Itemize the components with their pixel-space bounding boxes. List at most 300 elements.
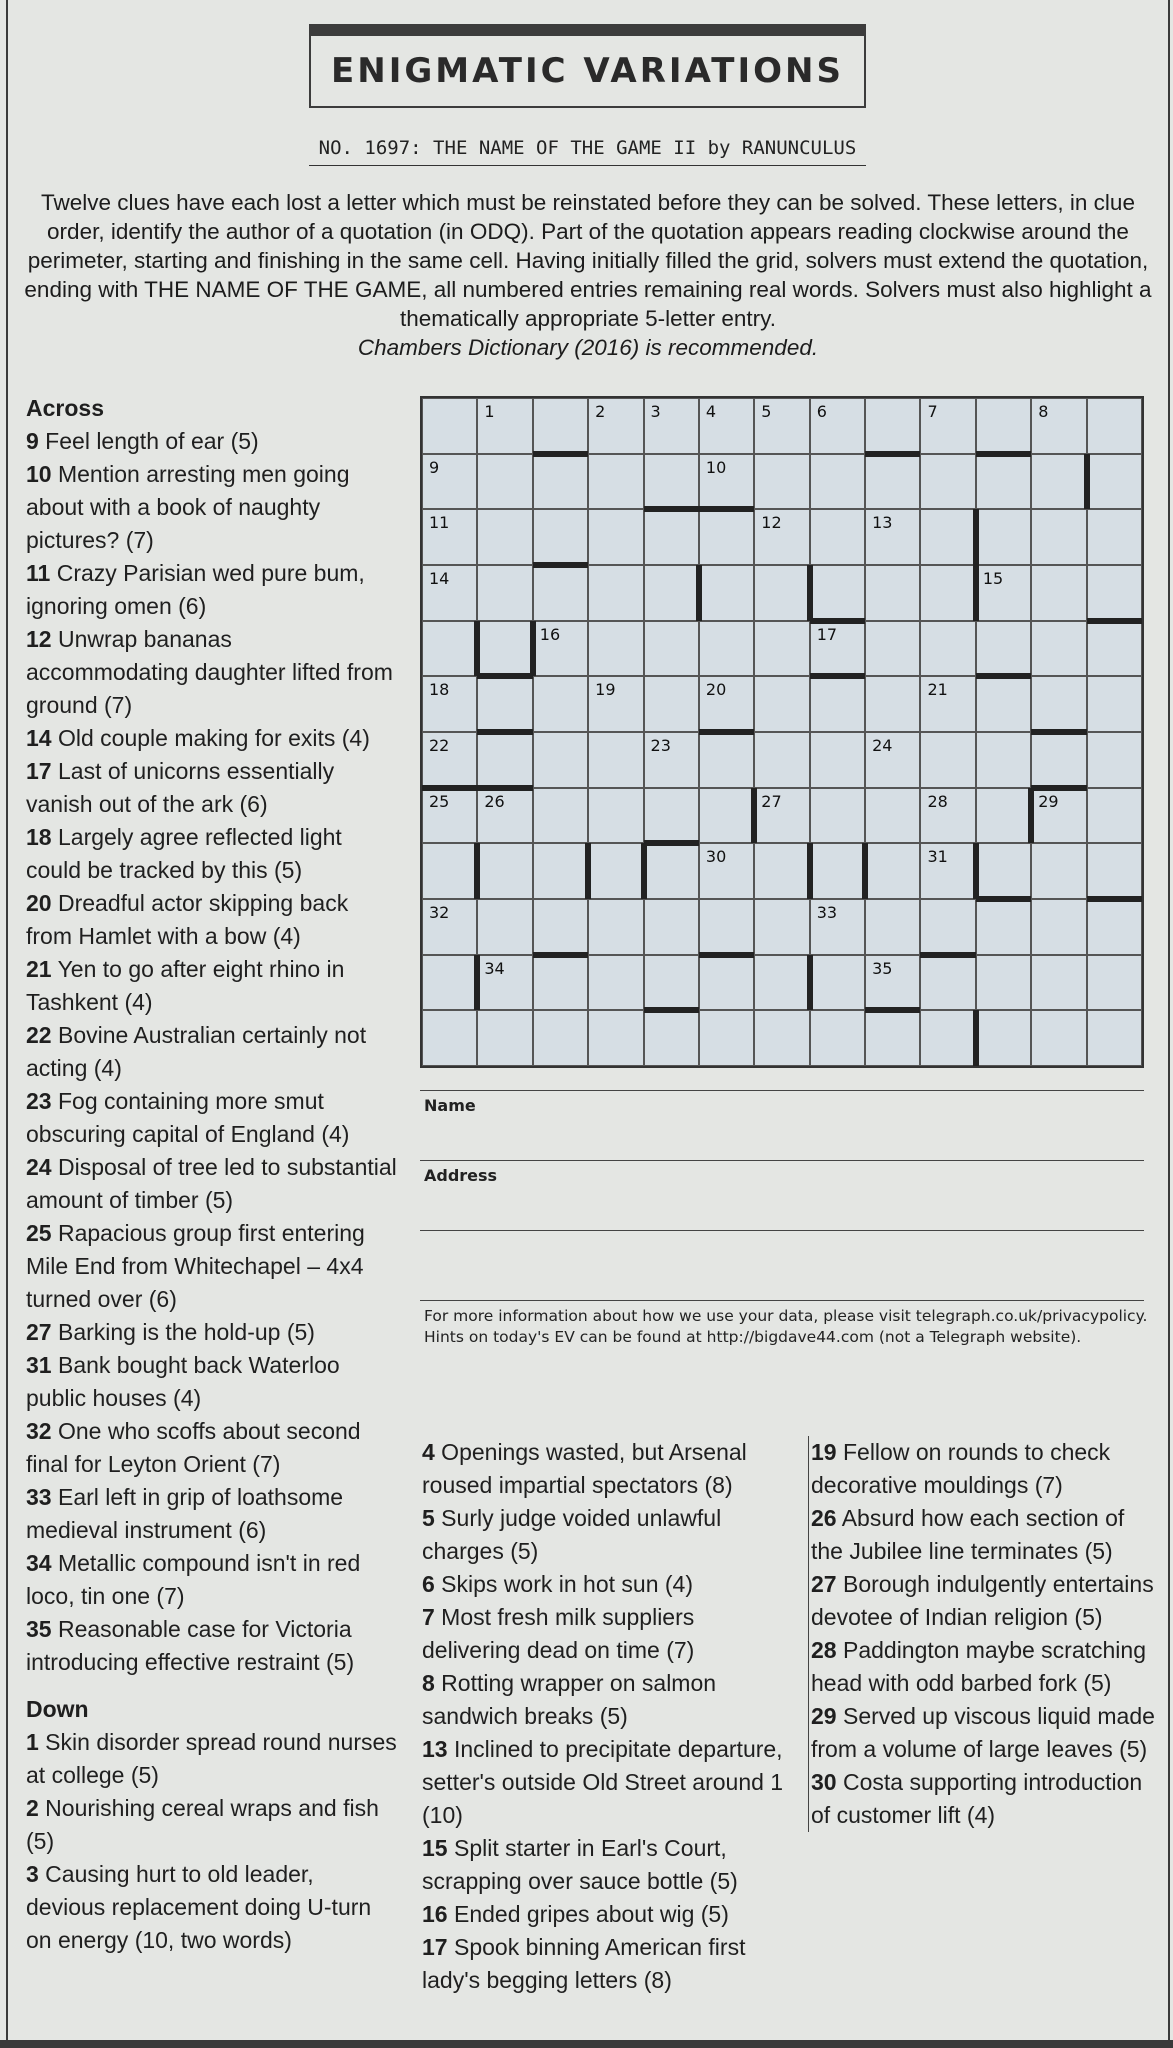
grid-cell[interactable]	[1031, 621, 1086, 677]
grid-cell[interactable]	[588, 955, 643, 1011]
grid-cell[interactable]	[1087, 565, 1142, 621]
clue-down-mid-16	[422, 1898, 784, 1931]
clue-down-mid-5	[422, 1502, 784, 1568]
clue-number: 26	[811, 1505, 837, 1531]
grid-cell[interactable]	[865, 732, 920, 788]
grid-cell[interactable]	[865, 509, 920, 565]
cell-number: 29	[1038, 791, 1059, 811]
clue-number: 23	[26, 1088, 52, 1114]
grid-cell[interactable]	[588, 621, 643, 677]
grid-cell[interactable]	[976, 454, 1031, 510]
title-banner	[309, 24, 866, 110]
grid-bar	[1028, 788, 1034, 844]
grid-cell[interactable]	[644, 621, 699, 677]
grid-cell[interactable]	[477, 565, 532, 621]
grid-cell[interactable]	[644, 955, 699, 1011]
grid-cell[interactable]	[477, 676, 532, 732]
grid-cell[interactable]	[588, 843, 643, 899]
clue-text: One who scoffs about second final for Leyton Orient (7)	[26, 1418, 361, 1477]
grid-cell[interactable]	[533, 621, 588, 677]
grid-bar	[585, 843, 591, 899]
grid-cell[interactable]	[976, 843, 1031, 899]
grid-cell[interactable]	[588, 732, 643, 788]
grid-cell[interactable]	[1087, 509, 1142, 565]
clue-number: 4	[422, 1439, 435, 1465]
dictionary-reference: Chambers Dictionary (2016) is recommended.	[357, 335, 819, 360]
grid-cell[interactable]	[1087, 732, 1142, 788]
grid-cell[interactable]	[588, 398, 643, 454]
clue-text: Bovine Australian certainly not acting (4)	[26, 1022, 367, 1081]
clue-text: Most fresh milk suppliers delivering dead on time (7)	[422, 1604, 695, 1663]
grid-cell[interactable]	[477, 1010, 532, 1066]
clue-number: 17	[422, 1934, 448, 1960]
grid-cell[interactable]	[976, 676, 1031, 732]
grid-cell[interactable]	[920, 843, 975, 899]
grid-cell[interactable]	[588, 509, 643, 565]
grid-cell[interactable]	[1031, 509, 1086, 565]
clue-number: 33	[26, 1484, 52, 1510]
grid-cell[interactable]	[1087, 899, 1142, 955]
bottom-border	[0, 2040, 1173, 2048]
clue-text: Nourishing cereal wraps and fish (5)	[26, 1795, 379, 1854]
grid-cell[interactable]	[422, 1010, 477, 1066]
clue-text: Unwrap bananas accommodating daughter lifted from ground (7)	[26, 626, 393, 718]
clue-text: Costa supporting introduction of customer lift (4)	[811, 1769, 1143, 1828]
grid-cell[interactable]	[477, 621, 532, 677]
name-label: Name	[424, 1096, 476, 1115]
clue-down-right-27	[811, 1568, 1161, 1634]
grid-bar	[1084, 454, 1090, 510]
grid-cell[interactable]	[1087, 1010, 1142, 1066]
grid-cell[interactable]	[1087, 676, 1142, 732]
cell-number: 15	[982, 569, 1004, 588]
grid-cell[interactable]	[699, 621, 754, 677]
grid-cell[interactable]	[1031, 899, 1086, 955]
grid-cell[interactable]	[477, 788, 532, 844]
clue-number: 20	[26, 890, 52, 916]
cell-number: 35	[872, 958, 893, 978]
cell-number: 4	[705, 402, 717, 421]
grid-cell[interactable]	[920, 398, 975, 454]
grid-cell[interactable]	[699, 509, 754, 565]
grid-cell[interactable]	[644, 509, 699, 565]
grid-cell[interactable]	[533, 899, 588, 955]
cell-number: 32	[429, 903, 450, 922]
clue-text: Bank bought back Waterloo public houses (4)	[26, 1352, 340, 1411]
grid-cell[interactable]	[754, 1010, 809, 1066]
grid-cell[interactable]	[865, 621, 920, 677]
grid-cell[interactable]	[644, 565, 699, 621]
info-text	[424, 1306, 1164, 1348]
grid-cell[interactable]	[533, 1010, 588, 1066]
grid-cell[interactable]	[865, 955, 920, 1011]
grid-cell[interactable]	[1031, 732, 1086, 788]
grid-cell[interactable]	[533, 732, 588, 788]
grid-cell[interactable]	[644, 732, 699, 788]
address-input-line-1[interactable]	[420, 1230, 1144, 1231]
grid-cell[interactable]	[588, 565, 643, 621]
grid-cell[interactable]	[699, 565, 754, 621]
clue-across-34	[26, 1547, 398, 1613]
grid-cell[interactable]	[865, 454, 920, 510]
grid-cell[interactable]	[644, 1010, 699, 1066]
grid-bar	[973, 565, 979, 621]
clue-down-right-30	[811, 1766, 1161, 1832]
grid-cell[interactable]	[865, 788, 920, 844]
grid-cell[interactable]	[976, 1010, 1031, 1066]
cell-number: 7	[927, 402, 938, 421]
grid-cell[interactable]	[1031, 454, 1086, 510]
grid-cell[interactable]	[1087, 788, 1142, 844]
grid-cell[interactable]	[920, 621, 975, 677]
clue-down-right-19	[811, 1436, 1161, 1502]
grid-cell[interactable]	[810, 899, 865, 955]
grid-cell[interactable]	[477, 899, 532, 955]
clue-text: Earl left in grip of loathsome medieval instrument (6)	[26, 1484, 344, 1543]
grid-cell[interactable]	[976, 398, 1031, 454]
clue-number: 11	[26, 560, 51, 586]
crossword-grid	[420, 396, 1144, 1068]
grid-cell[interactable]	[699, 398, 754, 454]
clue-number: 8	[422, 1670, 435, 1696]
grid-bar	[699, 506, 754, 512]
cell-number: 12	[761, 513, 782, 533]
clue-number: 7	[422, 1604, 435, 1630]
grid-cell[interactable]	[810, 621, 865, 677]
grid-cell[interactable]	[533, 843, 588, 899]
clue-text: Skin disorder spread round nurses at college (5)	[26, 1729, 397, 1788]
grid-cell[interactable]	[754, 788, 809, 844]
grid-cell[interactable]	[754, 398, 809, 454]
grid-cell[interactable]	[533, 509, 588, 565]
grid-cell[interactable]	[1031, 398, 1086, 454]
grid-bar	[865, 1007, 920, 1013]
clue-across-17	[26, 755, 398, 821]
clue-number: 6	[422, 1571, 435, 1597]
grid-cell[interactable]	[865, 398, 920, 454]
grid-cell[interactable]	[644, 676, 699, 732]
clue-down-mid-6	[422, 1568, 784, 1601]
clue-number: 35	[26, 1616, 52, 1642]
grid-cell[interactable]	[1087, 843, 1142, 899]
grid-cell[interactable]	[422, 676, 477, 732]
grid-cell[interactable]	[810, 732, 865, 788]
grid-cell[interactable]	[754, 454, 809, 510]
grid-bar	[1087, 896, 1142, 902]
grid-cell[interactable]	[1087, 621, 1142, 677]
cell-number: 17	[816, 624, 838, 644]
grid-cell[interactable]	[976, 565, 1031, 621]
cell-number: 19	[595, 680, 616, 700]
grid-cell[interactable]	[810, 398, 865, 454]
grid-cell[interactable]	[865, 565, 920, 621]
address-label: Address	[424, 1166, 498, 1185]
grid-cell[interactable]	[699, 899, 754, 955]
grid-cell[interactable]	[699, 676, 754, 732]
grid-cell[interactable]	[477, 955, 532, 1011]
grid-cell[interactable]	[1087, 398, 1142, 454]
grid-cell[interactable]	[920, 509, 975, 565]
grid-cell[interactable]	[976, 955, 1031, 1011]
grid-cell[interactable]	[422, 454, 477, 510]
grid-cell[interactable]	[754, 509, 809, 565]
clue-down-mid-4	[422, 1436, 784, 1502]
grid-cell[interactable]	[810, 788, 865, 844]
grid-bar	[973, 1010, 979, 1066]
address-input-line-2[interactable]	[420, 1300, 1144, 1301]
grid-cell[interactable]	[754, 955, 809, 1011]
grid-cell[interactable]	[422, 732, 477, 788]
grid-cell[interactable]	[865, 843, 920, 899]
grid-cell[interactable]	[422, 509, 477, 565]
grid-cell[interactable]	[920, 955, 975, 1011]
clue-down-right-29	[811, 1700, 1161, 1766]
cell-number: 20	[705, 680, 727, 700]
grid-cell[interactable]	[1031, 788, 1086, 844]
clue-across-35	[26, 1613, 398, 1679]
clue-text: Inclined to precipitate departure, setter's outside Old Street around 1 (10)	[422, 1736, 784, 1828]
grid-cell[interactable]	[810, 843, 865, 899]
clue-text: Openings wasted, but Arsenal roused impartial spectators (8)	[422, 1439, 747, 1498]
grid-cell[interactable]	[810, 1010, 865, 1066]
clue-across-18	[26, 821, 398, 887]
grid-cell[interactable]	[754, 732, 809, 788]
grid-cell[interactable]	[477, 732, 532, 788]
grid-cell[interactable]	[976, 899, 1031, 955]
grid-bar	[533, 451, 588, 457]
clue-text: Last of unicorns essentially vanish out of the ark (6)	[26, 758, 335, 817]
cell-number: 10	[705, 457, 727, 477]
grid-bar	[976, 896, 1031, 902]
grid-cell[interactable]	[699, 732, 754, 788]
cell-number: 5	[761, 402, 772, 421]
clue-across-32	[26, 1415, 398, 1481]
grid-cell[interactable]	[976, 509, 1031, 565]
grid-cell[interactable]	[644, 843, 699, 899]
clue-text: Served up viscous liquid made from a volume of large leaves (5)	[811, 1703, 1155, 1762]
grid-bar	[973, 843, 979, 899]
clue-number: 27	[811, 1571, 837, 1597]
grid-bar	[1031, 785, 1086, 791]
grid-bar	[807, 843, 813, 899]
grid-cell[interactable]	[699, 955, 754, 1011]
cell-number: 28	[927, 791, 948, 811]
cell-number: 30	[705, 847, 727, 867]
grid-bar	[810, 673, 865, 679]
grid-cell[interactable]	[588, 788, 643, 844]
grid-cell[interactable]	[976, 621, 1031, 677]
grid-cell[interactable]	[1031, 955, 1086, 1011]
clue-down-left-2	[26, 1792, 398, 1858]
grid-cell[interactable]	[422, 788, 477, 844]
clue-text: Absurd how each section of the Jubilee line terminates (5)	[811, 1505, 1125, 1564]
grid-cell[interactable]	[477, 509, 532, 565]
grid-cell[interactable]	[644, 899, 699, 955]
grid-cell[interactable]	[644, 788, 699, 844]
grid-cell[interactable]	[699, 454, 754, 510]
grid-cell[interactable]	[588, 1010, 643, 1066]
grid-cell[interactable]	[920, 788, 975, 844]
grid-cell[interactable]	[533, 454, 588, 510]
grid-cell[interactable]	[699, 788, 754, 844]
cell-number: 34	[484, 958, 505, 978]
cell-number: 21	[927, 680, 948, 700]
grid-cell[interactable]	[477, 454, 532, 510]
grid-cell[interactable]	[810, 454, 865, 510]
grid-cell[interactable]	[754, 565, 809, 621]
cell-number: 11	[429, 513, 450, 533]
puzzle-title: ENIGMATIC VARIATIONS	[309, 36, 866, 108]
clue-across-23	[26, 1085, 398, 1151]
grid-cell[interactable]	[810, 676, 865, 732]
clue-across-22	[26, 1019, 398, 1085]
grid-cell[interactable]	[422, 565, 477, 621]
grid-cell[interactable]	[422, 621, 477, 677]
grid-cell[interactable]	[976, 732, 1031, 788]
grid-bar	[422, 785, 477, 791]
grid-cell[interactable]	[865, 676, 920, 732]
grid-cell[interactable]	[920, 565, 975, 621]
grid-cell[interactable]	[1031, 676, 1086, 732]
clue-across-21	[26, 953, 398, 1019]
grid-cell[interactable]	[920, 732, 975, 788]
grid-cell[interactable]	[422, 955, 477, 1011]
grid-bar	[477, 729, 532, 735]
clue-number: 12	[26, 626, 52, 652]
grid-cell[interactable]	[754, 621, 809, 677]
grid-cell[interactable]	[976, 788, 1031, 844]
clue-number: 14	[26, 725, 52, 751]
cell-number: 1	[484, 402, 495, 421]
grid-cell[interactable]	[1087, 454, 1142, 510]
grid-cell[interactable]	[588, 899, 643, 955]
grid-bar	[696, 565, 702, 621]
clue-text: Surly judge voided unlawful charges (5)	[422, 1505, 722, 1564]
grid-cell[interactable]	[422, 398, 477, 454]
clue-number: 17	[26, 758, 52, 784]
puzzle-instructions	[20, 188, 1156, 362]
grid-cell[interactable]	[699, 1010, 754, 1066]
grid-cell[interactable]	[533, 565, 588, 621]
clue-number: 27	[26, 1319, 52, 1345]
grid-cell[interactable]	[533, 676, 588, 732]
clue-number: 18	[26, 824, 52, 850]
clue-number: 28	[811, 1637, 837, 1663]
clue-number: 34	[26, 1550, 52, 1576]
clue-text: Crazy Parisian wed pure bum, ignoring omen (6)	[26, 560, 365, 619]
grid-cell[interactable]	[533, 788, 588, 844]
clue-across-20	[26, 887, 398, 953]
cell-number: 13	[872, 513, 893, 533]
clue-text: Feel length of ear (5)	[38, 428, 259, 454]
cell-number: 9	[429, 457, 440, 477]
grid-cell[interactable]	[588, 454, 643, 510]
name-line-top	[420, 1090, 1144, 1091]
grid-cell[interactable]	[865, 899, 920, 955]
clue-number: 19	[811, 1439, 837, 1465]
grid-cell[interactable]	[644, 398, 699, 454]
grid-bar	[807, 565, 813, 621]
clue-number: 30	[811, 1769, 837, 1795]
cell-number: 2	[595, 402, 606, 421]
grid-bar	[699, 952, 754, 958]
clue-across-31	[26, 1349, 398, 1415]
grid-cell[interactable]	[754, 676, 809, 732]
grid-bar	[920, 952, 975, 958]
grid-cell[interactable]	[533, 398, 588, 454]
down-clue-list-middle	[422, 1436, 784, 1997]
down-clue-list-left	[26, 1726, 398, 1957]
grid-cell[interactable]	[477, 843, 532, 899]
grid-cell[interactable]	[920, 1010, 975, 1066]
grid-bar	[751, 788, 757, 844]
grid-cell[interactable]	[920, 676, 975, 732]
name-input-line[interactable]	[420, 1160, 1144, 1161]
grid-bar	[699, 729, 754, 735]
clue-down-mid-8	[422, 1667, 784, 1733]
grid-cell[interactable]	[588, 676, 643, 732]
grid-cell[interactable]	[1031, 565, 1086, 621]
grid-cell[interactable]	[477, 398, 532, 454]
clues-right-column	[808, 1436, 1161, 1832]
grid-cell[interactable]	[1031, 1010, 1086, 1066]
grid-bar	[1031, 729, 1086, 735]
clue-number: 5	[422, 1505, 435, 1531]
grid-bar	[641, 843, 647, 899]
cell-number: 8	[1038, 402, 1049, 421]
clue-across-14	[26, 722, 398, 755]
cell-number: 14	[429, 569, 450, 588]
grid-bar	[976, 451, 1031, 457]
clue-down-left-3	[26, 1858, 398, 1957]
grid-cell[interactable]	[533, 955, 588, 1011]
grid-cell[interactable]	[422, 843, 477, 899]
clues-left-column	[26, 392, 398, 1957]
grid-cell[interactable]	[920, 454, 975, 510]
clue-down-mid-13	[422, 1733, 784, 1832]
clue-across-12	[26, 623, 398, 722]
grid-cell[interactable]	[754, 899, 809, 955]
clue-across-27	[26, 1316, 398, 1349]
clue-text: Mention arresting men going about with a book of naughty pictures? (7)	[26, 461, 350, 553]
grid-cell[interactable]	[920, 899, 975, 955]
grid-cell[interactable]	[699, 843, 754, 899]
hints-note: Hints on today's EV can be found at http://bigdave44.com (not a Telegraph website).	[424, 1328, 1082, 1346]
grid-bar	[1087, 618, 1142, 624]
grid-cell[interactable]	[865, 1010, 920, 1066]
grid-cell[interactable]	[810, 509, 865, 565]
grid-cell[interactable]	[810, 565, 865, 621]
grid-cell[interactable]	[754, 843, 809, 899]
cell-number: 18	[429, 680, 450, 700]
cell-number: 22	[429, 736, 450, 755]
grid-bar	[976, 673, 1031, 679]
grid-bar	[644, 840, 699, 846]
cell-number: 31	[927, 847, 948, 867]
grid-cell[interactable]	[644, 454, 699, 510]
grid-cell[interactable]	[1087, 955, 1142, 1011]
grid-cell[interactable]	[422, 899, 477, 955]
clue-text: Rapacious group first entering Mile End from Whitechapel – 4x4 turned over (6)	[26, 1220, 365, 1312]
clue-number: 2	[26, 1795, 39, 1821]
across-heading: Across	[26, 395, 104, 421]
clue-text: Rotting wrapper on salmon sandwich breaks (5)	[422, 1670, 717, 1729]
grid-cell[interactable]	[1031, 843, 1086, 899]
clue-across-11	[26, 557, 398, 623]
grid-bar	[810, 618, 865, 624]
grid-cell[interactable]	[810, 955, 865, 1011]
grid-bar	[474, 621, 480, 677]
